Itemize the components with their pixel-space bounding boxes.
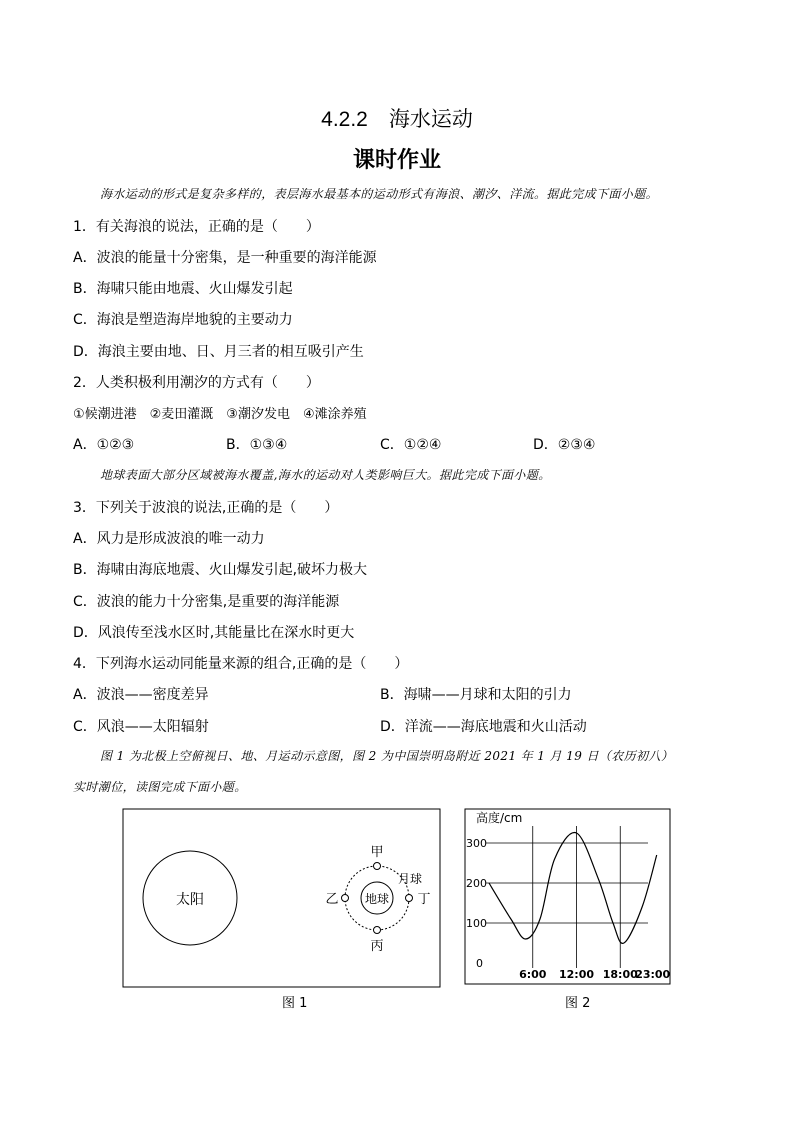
intro-1: 海水运动的形式是复杂多样的，表层海水最基本的运动形式有海浪、潮汐、洋流。据此完成下面小题。 bbox=[100, 187, 659, 201]
q4-stem: 4．下列海水运动同能量来源的组合,正确的是（ ） bbox=[73, 656, 409, 672]
x-tick-label: 6:00 bbox=[519, 968, 547, 981]
moon-position-yi bbox=[342, 895, 349, 902]
q4-option-c: C．风浪——太阳辐射 bbox=[73, 719, 209, 735]
label-ding: 丁 bbox=[417, 892, 431, 907]
q1-option-c: C．海浪是塑造海岸地貌的主要动力 bbox=[73, 312, 293, 328]
y-tick-label: 100 bbox=[466, 917, 487, 930]
moon-position-ding bbox=[406, 895, 413, 902]
moon-label: 月球 bbox=[398, 872, 423, 886]
q2-option-b: B．①③④ bbox=[226, 437, 288, 453]
sun-label: 太阳 bbox=[176, 892, 204, 908]
tide-curve bbox=[489, 833, 657, 944]
q4-option-d: D．洋流——海底地震和火山活动 bbox=[380, 719, 587, 735]
x-tick-label: 12:00 bbox=[558, 968, 595, 981]
figure-2-tide-chart bbox=[464, 808, 672, 986]
q3-option-d: D．风浪传至浅水区时,其能量比在深水时更大 bbox=[73, 625, 355, 641]
q1-option-d: D．海浪主要由地、日、月三者的相互吸引产生 bbox=[73, 344, 364, 360]
q4-option-a: A．波浪——密度差异 bbox=[73, 687, 209, 703]
q4-option-b: B．海啸——月球和太阳的引力 bbox=[380, 687, 572, 703]
q2-option-a: A．①②③ bbox=[73, 437, 135, 453]
moon-position-bing bbox=[374, 927, 381, 934]
y-tick-label: 200 bbox=[466, 877, 487, 890]
q3-option-a: A．风力是形成波浪的唯一动力 bbox=[73, 531, 265, 547]
x-tick-label: 23:00 bbox=[635, 968, 671, 981]
q1-option-a: A．波浪的能量十分密集，是一种重要的海洋能源 bbox=[73, 250, 377, 266]
y-tick-label: 0 bbox=[476, 957, 483, 970]
q3-option-c: C．波浪的能力十分密集,是重要的海洋能源 bbox=[73, 594, 340, 610]
y-axis-label: 高度/cm bbox=[476, 811, 523, 825]
q2-items: ①候潮进港 ②麦田灌溉 ③潮汐发电 ④滩涂养殖 bbox=[73, 407, 367, 422]
label-bing: 丙 bbox=[370, 939, 384, 954]
figure-1-diagram bbox=[122, 808, 442, 990]
moon-position-jia bbox=[374, 863, 381, 870]
q3-option-b: B．海啸由海底地震、火山爆发引起,破坏力极大 bbox=[73, 562, 368, 578]
q2-option-d: D．②③④ bbox=[533, 437, 596, 453]
x-tick-label: 18:00 bbox=[602, 968, 638, 981]
figure-1-caption: 图 1 bbox=[282, 996, 308, 1011]
intro-2: 地球表面大部分区域被海水覆盖,海水的运动对人类影响巨大。据此完成下面小题。 bbox=[100, 468, 551, 482]
q2-stem: 2．人类积极利用潮汐的方式有（ ） bbox=[73, 375, 320, 391]
figure-2-caption: 图 2 bbox=[565, 996, 591, 1011]
q1-option-b: B．海啸只能由地震、火山爆发引起 bbox=[73, 281, 293, 297]
q1-stem: 1．有关海浪的说法，正确的是（ ） bbox=[73, 219, 320, 235]
intro-3-line2: 实时潮位，读图完成下面小题。 bbox=[73, 780, 247, 794]
q2-option-c: C．①②④ bbox=[380, 437, 442, 453]
y-tick-label: 300 bbox=[466, 837, 487, 850]
earth-label: 地球 bbox=[364, 892, 390, 906]
page-title: 4.2.2 海水运动 bbox=[321, 108, 473, 131]
intro-3-line1: 图 1 为北极上空俯视日、地、月运动示意图，图 2 为中国崇明岛附近 2021 年 1 月 19 日（农历初八） bbox=[100, 749, 674, 763]
q3-stem: 3．下列关于波浪的说法,正确的是（ ） bbox=[73, 500, 339, 516]
label-jia: 甲 bbox=[370, 845, 384, 860]
page-subtitle: 课时作业 bbox=[352, 147, 441, 173]
label-yi: 乙 bbox=[325, 892, 339, 907]
